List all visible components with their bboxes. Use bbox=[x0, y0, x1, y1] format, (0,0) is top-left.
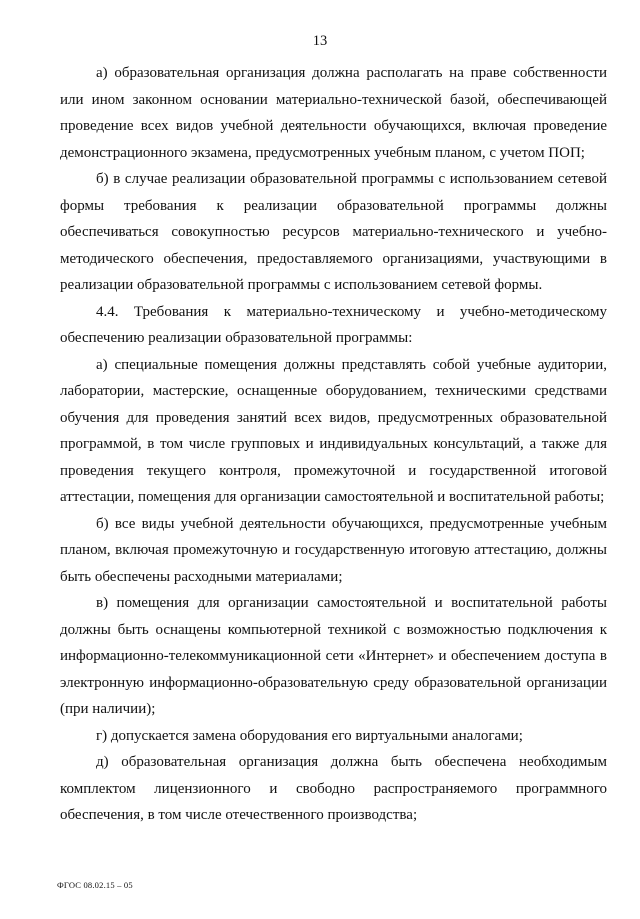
paragraph-b-consumables: б) все виды учебной деятельности обучающихся, предусмотренные учебным планом, включая промежуточную и государственную итоговую аттестацию, должны быть обеспечены расходными материалами; bbox=[60, 515, 607, 585]
paragraph-b-network-form: б) в случае реализации образовательной программы с использованием сетевой формы требования к реализации образовательной программы должны обеспечиваться совокупностью ресурсов материально-технического и учебно-методического обеспечения, предоставляемого организациями, участвующими в реализации образовательной программы с использованием сетевой формы. bbox=[60, 171, 607, 293]
page-number: 13 bbox=[312, 33, 328, 49]
paragraph-v-computer-equipment: в) помещения для организации самостоятельной и воспитательной работы должны быть оснащены компьютерной техникой с возможностью подключения к информационно-телекоммуникационной сети «Интернет» и обеспечением доступа в электронную информационно-образовательную среду образовательной организации (при наличии); bbox=[60, 595, 607, 717]
document-code-footer: ФГОС 08.02.15 – 05 bbox=[57, 880, 133, 890]
document-body bbox=[60, 60, 607, 829]
paragraph-g-virtual-analogs: г) допускается замена оборудования его виртуальными аналогами; bbox=[96, 727, 523, 744]
paragraph-a-special-rooms: а) специальные помещения должны представлять собой учебные аудитории, лаборатории, мастерские, оснащенные оборудованием, техническими средствами обучения для проведения занятий всех видов, предусмотренных образовательной программой, в том числе групповых и индивидуальных консультаций, а также для проведения текущего контроля, промежуточной и государственной итоговой аттестации, помещения для организации самостоятельной и воспитательной работы; bbox=[60, 356, 607, 505]
paragraph-a-material-base: а) образовательная организация должна располагать на праве собственности или ином законном основании материально-технической базой, обеспечивающей проведение всех видов учебной деятельности обучающихся, включая проведение демонстрационного экзамена, предусмотренных учебным планом, с учетом ПОП; bbox=[60, 65, 607, 161]
paragraph-section-4-4: 4.4. Требования к материально-техническому и учебно-методическому обеспечению реализации образовательной программы: bbox=[60, 303, 607, 346]
paragraph-d-software: д) образовательная организация должна быть обеспечена необходимым комплектом лицензионного и свободно распространяемого программного обеспечения, в том числе отечественного производства; bbox=[60, 754, 607, 823]
